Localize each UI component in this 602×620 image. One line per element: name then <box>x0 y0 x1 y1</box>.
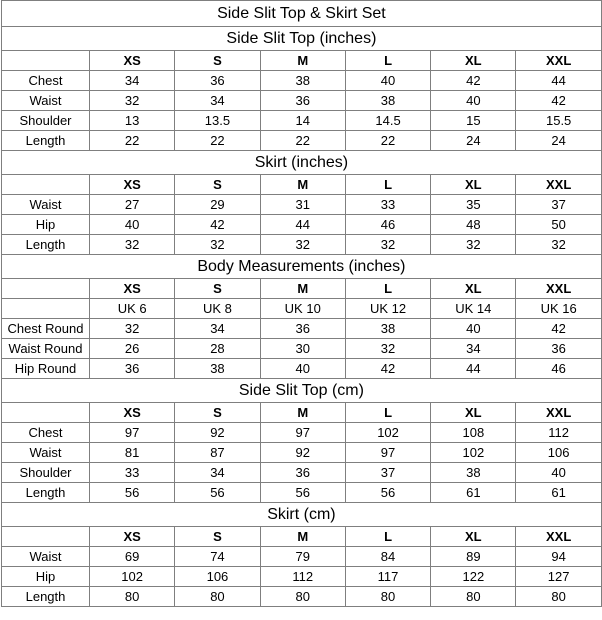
corner-cell <box>2 527 90 547</box>
measurement-value: 102 <box>431 443 516 463</box>
size-header-row <box>2 403 602 423</box>
measurement-row <box>2 71 602 91</box>
size-header: S <box>175 403 260 423</box>
corner-cell <box>2 51 90 71</box>
section-heading-row <box>2 503 602 527</box>
measurement-value: 117 <box>345 567 430 587</box>
size-header-row <box>2 279 602 299</box>
measurement-value: 36 <box>516 339 601 359</box>
measurement-value: 80 <box>345 587 430 607</box>
measurement-row <box>2 547 602 567</box>
measurement-value: 34 <box>431 339 516 359</box>
section-heading: Side Slit Top (cm) <box>2 379 602 403</box>
measurement-value: 26 <box>90 339 175 359</box>
measurement-value: 32 <box>90 235 175 255</box>
measurement-value: 36 <box>260 463 345 483</box>
measurement-value: 48 <box>431 215 516 235</box>
size-header: XS <box>90 279 175 299</box>
measurement-value: 80 <box>175 587 260 607</box>
size-header: XS <box>90 175 175 195</box>
measurement-label: Chest Round <box>2 319 90 339</box>
size-header: M <box>260 175 345 195</box>
measurement-value: 36 <box>90 359 175 379</box>
measurement-label: Waist <box>2 443 90 463</box>
measurement-label: Length <box>2 587 90 607</box>
measurement-value: 79 <box>260 547 345 567</box>
measurement-value: 42 <box>345 359 430 379</box>
size-header-row <box>2 527 602 547</box>
size-header: L <box>345 527 430 547</box>
measurement-row <box>2 423 602 443</box>
measurement-value: 56 <box>260 483 345 503</box>
size-header: XL <box>431 175 516 195</box>
measurement-value: 14 <box>260 111 345 131</box>
measurement-value: 74 <box>175 547 260 567</box>
measurement-row <box>2 587 602 607</box>
measurement-value: 81 <box>90 443 175 463</box>
measurement-value: 42 <box>431 71 516 91</box>
measurement-value: 32 <box>345 235 430 255</box>
uk-size: UK 14 <box>431 299 516 319</box>
measurement-value: 112 <box>516 423 601 443</box>
measurement-value: 40 <box>431 91 516 111</box>
size-header: L <box>345 175 430 195</box>
section-heading-row <box>2 255 602 279</box>
section-heading-row <box>2 151 602 175</box>
measurement-value: 97 <box>345 443 430 463</box>
size-header: XXL <box>516 527 601 547</box>
measurement-row <box>2 483 602 503</box>
size-header: XS <box>90 527 175 547</box>
measurement-label: Waist <box>2 195 90 215</box>
chart-title: Side Slit Top & Skirt Set <box>2 1 602 27</box>
size-header: XXL <box>516 279 601 299</box>
measurement-value: 80 <box>260 587 345 607</box>
measurement-value: 46 <box>516 359 601 379</box>
measurement-value: 46 <box>345 215 430 235</box>
uk-size: UK 10 <box>260 299 345 319</box>
uk-size-row <box>2 299 602 319</box>
measurement-value: 34 <box>175 463 260 483</box>
measurement-value: 38 <box>431 463 516 483</box>
measurement-value: 42 <box>175 215 260 235</box>
corner-cell <box>2 175 90 195</box>
measurement-value: 37 <box>345 463 430 483</box>
measurement-value: 33 <box>90 463 175 483</box>
measurement-value: 44 <box>260 215 345 235</box>
measurement-value: 108 <box>431 423 516 443</box>
size-header: S <box>175 175 260 195</box>
size-header: M <box>260 279 345 299</box>
measurement-label: Waist <box>2 91 90 111</box>
uk-size: UK 16 <box>516 299 601 319</box>
measurement-value: 37 <box>516 195 601 215</box>
measurement-value: 44 <box>516 71 601 91</box>
measurement-value: 30 <box>260 339 345 359</box>
measurement-value: 27 <box>90 195 175 215</box>
measurement-row <box>2 319 602 339</box>
measurement-value: 97 <box>260 423 345 443</box>
section-heading: Skirt (inches) <box>2 151 602 175</box>
measurement-value: 56 <box>345 483 430 503</box>
measurement-value: 14.5 <box>345 111 430 131</box>
size-header: XL <box>431 403 516 423</box>
section-heading: Body Measurements (inches) <box>2 255 602 279</box>
measurement-value: 34 <box>175 319 260 339</box>
measurement-value: 35 <box>431 195 516 215</box>
measurement-value: 31 <box>260 195 345 215</box>
measurement-value: 34 <box>90 71 175 91</box>
measurement-value: 61 <box>431 483 516 503</box>
measurement-value: 69 <box>90 547 175 567</box>
measurement-value: 80 <box>516 587 601 607</box>
uk-size: UK 6 <box>90 299 175 319</box>
measurement-value: 92 <box>175 423 260 443</box>
measurement-value: 112 <box>260 567 345 587</box>
size-header: S <box>175 527 260 547</box>
uk-size: UK 12 <box>345 299 430 319</box>
measurement-value: 38 <box>260 71 345 91</box>
measurement-row <box>2 91 602 111</box>
measurement-value: 40 <box>516 463 601 483</box>
measurement-label: Waist Round <box>2 339 90 359</box>
measurement-value: 36 <box>175 71 260 91</box>
measurement-value: 38 <box>345 319 430 339</box>
measurement-value: 32 <box>431 235 516 255</box>
measurement-row <box>2 111 602 131</box>
measurement-value: 13.5 <box>175 111 260 131</box>
measurement-value: 122 <box>431 567 516 587</box>
measurement-label: Shoulder <box>2 463 90 483</box>
uk-size: UK 8 <box>175 299 260 319</box>
measurement-value: 40 <box>431 319 516 339</box>
measurement-row <box>2 567 602 587</box>
measurement-value: 15 <box>431 111 516 131</box>
measurement-label: Length <box>2 131 90 151</box>
measurement-value: 102 <box>345 423 430 443</box>
size-header: S <box>175 51 260 71</box>
measurement-value: 42 <box>516 319 601 339</box>
size-header: M <box>260 403 345 423</box>
measurement-value: 32 <box>516 235 601 255</box>
section-heading-row <box>2 379 602 403</box>
measurement-value: 32 <box>260 235 345 255</box>
measurement-label: Length <box>2 235 90 255</box>
measurement-value: 56 <box>175 483 260 503</box>
measurement-value: 29 <box>175 195 260 215</box>
measurement-value: 22 <box>175 131 260 151</box>
measurement-value: 87 <box>175 443 260 463</box>
measurement-value: 28 <box>175 339 260 359</box>
measurement-value: 40 <box>90 215 175 235</box>
corner-cell <box>2 403 90 423</box>
measurement-label: Length <box>2 483 90 503</box>
size-header: L <box>345 279 430 299</box>
size-header-row <box>2 51 602 71</box>
measurement-label: Shoulder <box>2 111 90 131</box>
size-chart-table <box>1 0 602 607</box>
section-heading: Side Slit Top (inches) <box>2 27 602 51</box>
corner-cell <box>2 279 90 299</box>
measurement-value: 32 <box>175 235 260 255</box>
measurement-value: 106 <box>516 443 601 463</box>
title-row <box>2 1 602 27</box>
measurement-label: Hip Round <box>2 359 90 379</box>
measurement-value: 40 <box>345 71 430 91</box>
section-heading: Skirt (cm) <box>2 503 602 527</box>
size-header: XS <box>90 51 175 71</box>
size-header: L <box>345 51 430 71</box>
measurement-value: 56 <box>90 483 175 503</box>
measurement-value: 22 <box>345 131 430 151</box>
size-header: XS <box>90 403 175 423</box>
size-header: XL <box>431 527 516 547</box>
measurement-value: 24 <box>431 131 516 151</box>
measurement-value: 40 <box>260 359 345 379</box>
size-header: M <box>260 51 345 71</box>
size-header: XXL <box>516 51 601 71</box>
size-chart-body <box>2 1 602 607</box>
measurement-value: 38 <box>345 91 430 111</box>
measurement-value: 94 <box>516 547 601 567</box>
measurement-label: Chest <box>2 71 90 91</box>
measurement-row <box>2 215 602 235</box>
size-header: XL <box>431 279 516 299</box>
measurement-row <box>2 443 602 463</box>
measurement-value: 106 <box>175 567 260 587</box>
measurement-value: 33 <box>345 195 430 215</box>
measurement-value: 97 <box>90 423 175 443</box>
measurement-value: 80 <box>431 587 516 607</box>
measurement-label: Hip <box>2 567 90 587</box>
measurement-row <box>2 195 602 215</box>
size-header-row <box>2 175 602 195</box>
measurement-value: 32 <box>345 339 430 359</box>
measurement-value: 61 <box>516 483 601 503</box>
measurement-row <box>2 235 602 255</box>
measurement-value: 22 <box>260 131 345 151</box>
measurement-value: 15.5 <box>516 111 601 131</box>
size-header: XXL <box>516 175 601 195</box>
section-heading-row <box>2 27 602 51</box>
measurement-label: Hip <box>2 215 90 235</box>
measurement-row <box>2 359 602 379</box>
measurement-row <box>2 339 602 359</box>
measurement-value: 42 <box>516 91 601 111</box>
size-header: M <box>260 527 345 547</box>
measurement-value: 50 <box>516 215 601 235</box>
measurement-value: 36 <box>260 319 345 339</box>
size-header: XXL <box>516 403 601 423</box>
measurement-value: 22 <box>90 131 175 151</box>
measurement-value: 32 <box>90 319 175 339</box>
measurement-value: 13 <box>90 111 175 131</box>
measurement-row <box>2 131 602 151</box>
measurement-value: 92 <box>260 443 345 463</box>
size-header: S <box>175 279 260 299</box>
measurement-value: 32 <box>90 91 175 111</box>
corner-cell <box>2 299 90 319</box>
measurement-value: 24 <box>516 131 601 151</box>
measurement-value: 34 <box>175 91 260 111</box>
measurement-label: Chest <box>2 423 90 443</box>
measurement-value: 84 <box>345 547 430 567</box>
measurement-value: 127 <box>516 567 601 587</box>
measurement-value: 89 <box>431 547 516 567</box>
measurement-label: Waist <box>2 547 90 567</box>
measurement-value: 36 <box>260 91 345 111</box>
size-header: XL <box>431 51 516 71</box>
measurement-value: 38 <box>175 359 260 379</box>
measurement-value: 80 <box>90 587 175 607</box>
measurement-row <box>2 463 602 483</box>
size-header: L <box>345 403 430 423</box>
measurement-value: 102 <box>90 567 175 587</box>
measurement-value: 44 <box>431 359 516 379</box>
